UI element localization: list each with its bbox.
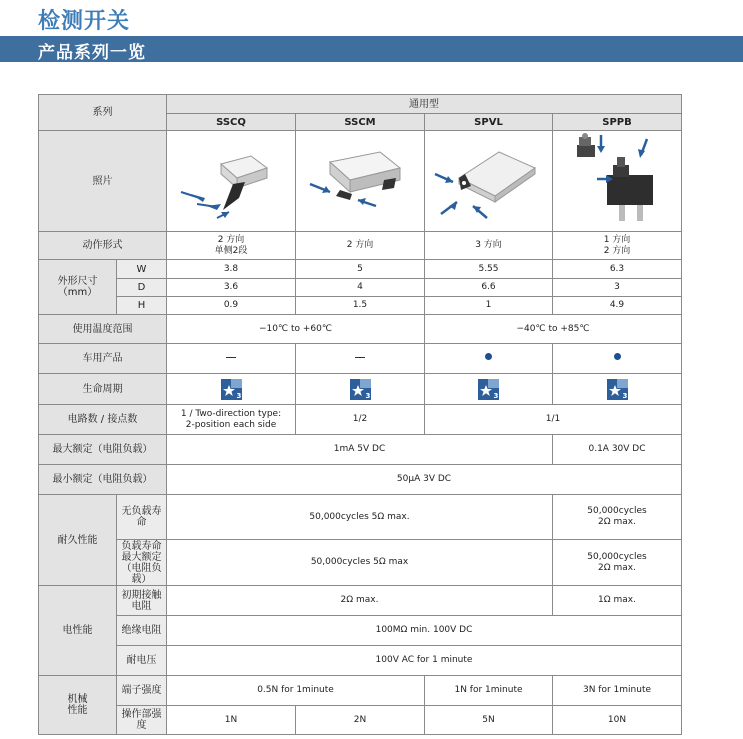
actuator-spvl: 5N	[425, 706, 553, 735]
min-rating-label: 最小额定（电阻负载）	[39, 465, 167, 495]
dimensions-label	[39, 260, 117, 315]
load-b	[553, 540, 682, 586]
photo-label: 照片	[39, 131, 167, 232]
terminal-a: 0.5N for 1minute	[167, 676, 425, 706]
dim-h-sscm: 1.5	[296, 297, 425, 315]
dim-d-sscq: 3.6	[167, 279, 296, 297]
max-rating-a: 1mA 5V DC	[167, 435, 553, 465]
actuator-sppb: 10N	[553, 706, 682, 735]
series-spvl: SPVL	[425, 114, 553, 131]
lifecycle-star-icon	[607, 379, 628, 400]
voltage-label: 耐电压	[117, 646, 167, 676]
section-title: 产品系列一览	[38, 43, 146, 63]
lifecycle-number: 3	[365, 391, 370, 400]
dash-mark	[355, 357, 365, 358]
load-row	[39, 540, 682, 586]
dim-w-sscm: 5	[296, 260, 425, 279]
page-title: 检测开关	[38, 9, 131, 34]
photo-row	[39, 131, 682, 232]
series-label: 系列	[39, 95, 167, 131]
insulation: 100MΩ min. 100V DC	[167, 616, 682, 646]
contact-res-a: 2Ω max.	[167, 586, 553, 616]
photo-spvl	[425, 131, 553, 232]
life-spvl	[425, 374, 553, 405]
photo-sscm	[296, 131, 425, 232]
dim-h-row	[39, 297, 682, 315]
action-sscm: 2 方向	[296, 232, 425, 260]
load-label-line3: （电阻负载）	[121, 562, 162, 585]
voltage: 100V AC for 1 minute	[167, 646, 682, 676]
circuit-sscq-line2: 2-position each side	[185, 419, 277, 430]
spvl-switch-image	[429, 134, 549, 224]
dot-mark	[485, 353, 492, 360]
lifecycle-star-icon	[221, 379, 242, 400]
lifecycle-number: 3	[493, 391, 499, 400]
life-sscm	[296, 374, 425, 405]
auto-spvl	[425, 344, 553, 374]
spec-table	[38, 94, 682, 735]
terminal-b: 1N for 1minute	[425, 676, 553, 706]
dash-mark	[226, 357, 236, 358]
auto-sppb	[553, 344, 682, 374]
circuit-sscq-line1: 1 / Two-direction type:	[180, 408, 282, 419]
auto-label: 车用产品	[39, 344, 167, 374]
dim-w-row	[39, 260, 682, 279]
circuit-rest: 1/1	[425, 405, 682, 435]
type-label: 通用型	[167, 95, 682, 114]
durability-label: 耐久性能	[39, 495, 117, 586]
lifecycle-number: 3	[236, 391, 241, 400]
actuator-sscq: 1N	[167, 706, 296, 735]
max-rating-label: 最大额定（电阻负载）	[39, 435, 167, 465]
lifecycle-star-icon	[350, 379, 371, 400]
circuit-sscq	[167, 405, 296, 435]
auto-row	[39, 344, 682, 374]
action-row	[39, 232, 682, 260]
actuator-sscm: 2N	[296, 706, 425, 735]
mechanical-label-line1: 机械	[67, 694, 88, 705]
actuator-label: 操作部强度	[117, 706, 167, 735]
dim-h-sscq: 0.9	[167, 297, 296, 315]
life-sppb	[553, 374, 682, 405]
no-load-b-line2: 2Ω max.	[598, 517, 636, 527]
insulation-label: 绝缘电阻	[117, 616, 167, 646]
auto-sscm	[296, 344, 425, 374]
lifecycle-star-icon	[478, 379, 499, 400]
action-label: 动作形式	[39, 232, 167, 260]
action-sscq-line2: 单侧2段	[214, 245, 248, 256]
series-sscm: SSCM	[296, 114, 425, 131]
dim-d-sscm: 4	[296, 279, 425, 297]
no-load-b	[553, 495, 682, 540]
action-sscq	[167, 232, 296, 260]
contact-res-label: 初期接触电阻	[117, 586, 167, 616]
insulation-row	[39, 616, 682, 646]
no-load-a: 50,000cycles 5Ω max.	[167, 495, 553, 540]
max-rating-b: 0.1A 30V DC	[553, 435, 682, 465]
load-label	[117, 540, 167, 586]
circuit-sscm: 1/2	[296, 405, 425, 435]
action-spvl: 3 方向	[425, 232, 553, 260]
photo-sscq	[167, 131, 296, 232]
contact-res-row	[39, 586, 682, 616]
contact-res-b: 1Ω max.	[553, 586, 682, 616]
life-label: 生命周期	[39, 374, 167, 405]
electrical-label: 电性能	[39, 586, 117, 676]
series-sppb: SPPB	[553, 114, 682, 131]
voltage-row	[39, 646, 682, 676]
dim-d-label: D	[117, 279, 167, 297]
load-label-line2: 最大额定	[121, 551, 162, 563]
terminal-row	[39, 676, 682, 706]
auto-sscq	[167, 344, 296, 374]
terminal-c: 3N for 1minute	[553, 676, 682, 706]
action-sppb	[553, 232, 682, 260]
mechanical-label	[39, 676, 117, 735]
action-sscq-line1: 2 方向	[217, 234, 245, 245]
actuator-row	[39, 706, 682, 735]
header-row	[39, 95, 682, 114]
dim-h-sppb: 4.9	[553, 297, 682, 315]
dimensions-label-line2: （mm）	[57, 287, 98, 298]
min-rating: 50μA 3V DC	[167, 465, 682, 495]
dot-mark	[614, 353, 621, 360]
dim-w-label: W	[117, 260, 167, 279]
no-load-row	[39, 495, 682, 540]
load-b-line2: 2Ω max.	[598, 562, 636, 573]
load-a: 50,000cycles 5Ω max	[167, 540, 553, 586]
dimensions-label-line1: 外形尺寸	[57, 276, 98, 287]
temp-row	[39, 315, 682, 344]
temp-b: −40℃ to +85℃	[425, 315, 682, 344]
dim-w-sppb: 6.3	[553, 260, 682, 279]
section-bar	[0, 36, 743, 62]
dim-d-spvl: 6.6	[425, 279, 553, 297]
dim-h-label: H	[117, 297, 167, 315]
sscm-switch-image	[300, 134, 420, 224]
dim-d-row	[39, 279, 682, 297]
no-load-label: 无负载寿命	[117, 495, 167, 540]
temp-a: −10℃ to +60℃	[167, 315, 425, 344]
circuit-row	[39, 405, 682, 435]
sscq-switch-image	[171, 134, 291, 224]
terminal-label: 端子强度	[117, 676, 167, 706]
load-b-line1: 50,000cycles	[587, 551, 647, 562]
max-rating-row	[39, 435, 682, 465]
action-sppb-line2: 2 方向	[603, 245, 631, 256]
life-sscq	[167, 374, 296, 405]
dim-w-sscq: 3.8	[167, 260, 296, 279]
dim-d-sppb: 3	[553, 279, 682, 297]
temp-label: 使用温度范围	[39, 315, 167, 344]
life-row	[39, 374, 682, 405]
load-label-line1: 负载寿命	[121, 540, 162, 552]
series-sscq: SSCQ	[167, 114, 296, 131]
min-rating-row	[39, 465, 682, 495]
photo-sppb	[553, 131, 682, 232]
action-sppb-line1: 1 方向	[603, 234, 631, 245]
dim-h-spvl: 1	[425, 297, 553, 315]
sppb-switch-image	[557, 131, 677, 227]
no-load-b-line1: 50,000cycles	[587, 506, 647, 516]
circuit-label: 电路数 / 接点数	[39, 405, 167, 435]
lifecycle-number: 3	[622, 391, 627, 400]
dim-w-spvl: 5.55	[425, 260, 553, 279]
mechanical-label-line2: 性能	[67, 705, 88, 716]
